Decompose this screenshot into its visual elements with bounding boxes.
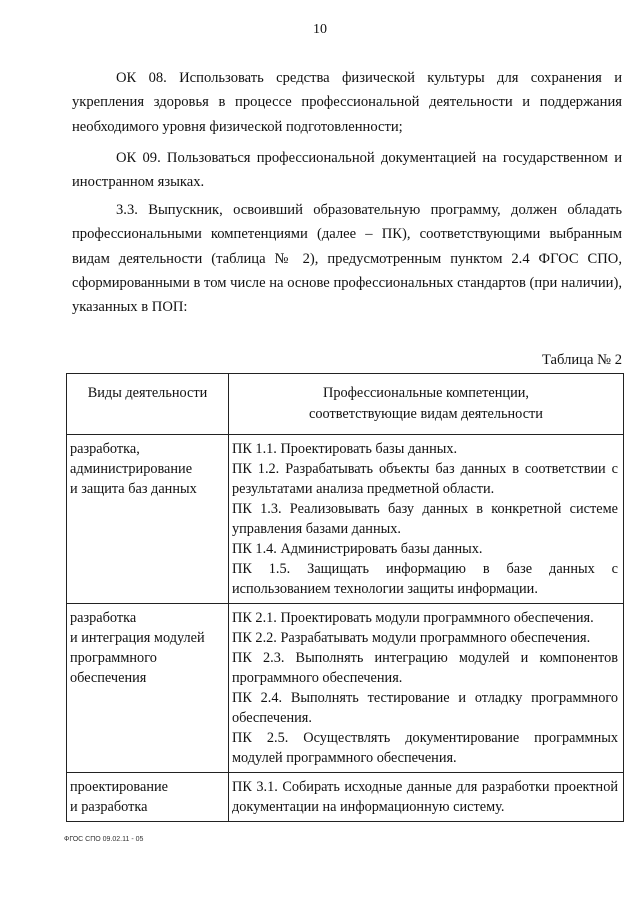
- competency-item: ПК 2.5. Осуществлять документирование программных модулей программного обеспечения.: [232, 730, 618, 766]
- activity-line: разработка,: [70, 441, 140, 457]
- table-row: [67, 773, 624, 822]
- activity-cell: [67, 604, 229, 773]
- competency-item: ПК 2.4. Выполнять тестирование и отладку программного обеспечения.: [232, 690, 618, 726]
- competency-item: ПК 1.5. Защищать информацию в базе данных с использованием технологии защиты информации.: [232, 561, 618, 597]
- paragraph-ok08: ОК 08. Использовать средства физической культуры для сохранения и укрепления здоровья в процессе профессиональной деятельности и поддержания необходимого уровня физической подготовленности;: [72, 70, 622, 135]
- activity-line: и интеграция модулей: [70, 630, 205, 646]
- table-caption: Таблица № 2: [542, 352, 622, 368]
- competency-item: ПК 2.2. Разрабатывать модули программного обеспечения.: [232, 630, 591, 646]
- competency-cell: [229, 435, 624, 604]
- header-competencies: [229, 374, 624, 435]
- paragraph-ok09: ОК 09. Пользоваться профессиональной документацией на государственном и иностранном языках.: [72, 150, 622, 191]
- competency-cell: [229, 604, 624, 773]
- activity-cell: [67, 435, 229, 604]
- footer-code: ФГОС СПО 09.02.11 - 05: [64, 836, 144, 843]
- activity-line: программного: [70, 650, 157, 666]
- activity-line: обеспечения: [70, 670, 147, 686]
- table-row: [67, 435, 624, 604]
- activity-line: администрирование: [70, 461, 193, 477]
- header-competencies-line2: соответствующие видам деятельности: [309, 406, 543, 422]
- activity-cell: [67, 773, 229, 822]
- paragraph-3-3: 3.3. Выпускник, освоивший образовательную программу, должен обладать профессиональными компетенциями (далее – ПК), соответствующими выбранным видам деятельности (таблица № 2), предусмотренным пунктом 2.4 ФГОС СПО, сформированными в том числе на основе профессиональных стандартов (при наличии), указанных в ПОП:: [72, 202, 622, 316]
- activity-line: и защита баз данных: [70, 481, 197, 497]
- competency-item: ПК 1.1. Проектировать базы данных.: [232, 441, 458, 457]
- activity-line: и разработка: [70, 799, 148, 815]
- competencies-table: [66, 373, 624, 822]
- competency-item: ПК 1.2. Разрабатывать объекты баз данных в соответствии с результатами анализа предметной области.: [232, 461, 618, 497]
- activity-line: разработка: [70, 610, 137, 626]
- header-activities: Виды деятельности: [67, 374, 229, 435]
- competency-cell: [229, 773, 624, 822]
- page-number: 10: [313, 22, 327, 37]
- header-competencies-line1: Профессиональные компетенции,: [323, 385, 529, 401]
- table-header-row: [67, 374, 624, 435]
- competency-item: ПК 2.3. Выполнять интеграцию модулей и компонентов программного обеспечения.: [232, 650, 618, 686]
- competency-item: ПК 3.1. Собирать исходные данные для разработки проектной документации на информационную систему.: [232, 779, 618, 815]
- table-row: [67, 604, 624, 773]
- competency-item: ПК 2.1. Проектировать модули программного обеспечения.: [232, 610, 594, 626]
- competency-item: ПК 1.3. Реализовывать базу данных в конкретной системе управления базами данных.: [232, 501, 618, 537]
- competency-item: ПК 1.4. Администрировать базы данных.: [232, 541, 483, 557]
- activity-line: проектирование: [70, 779, 168, 795]
